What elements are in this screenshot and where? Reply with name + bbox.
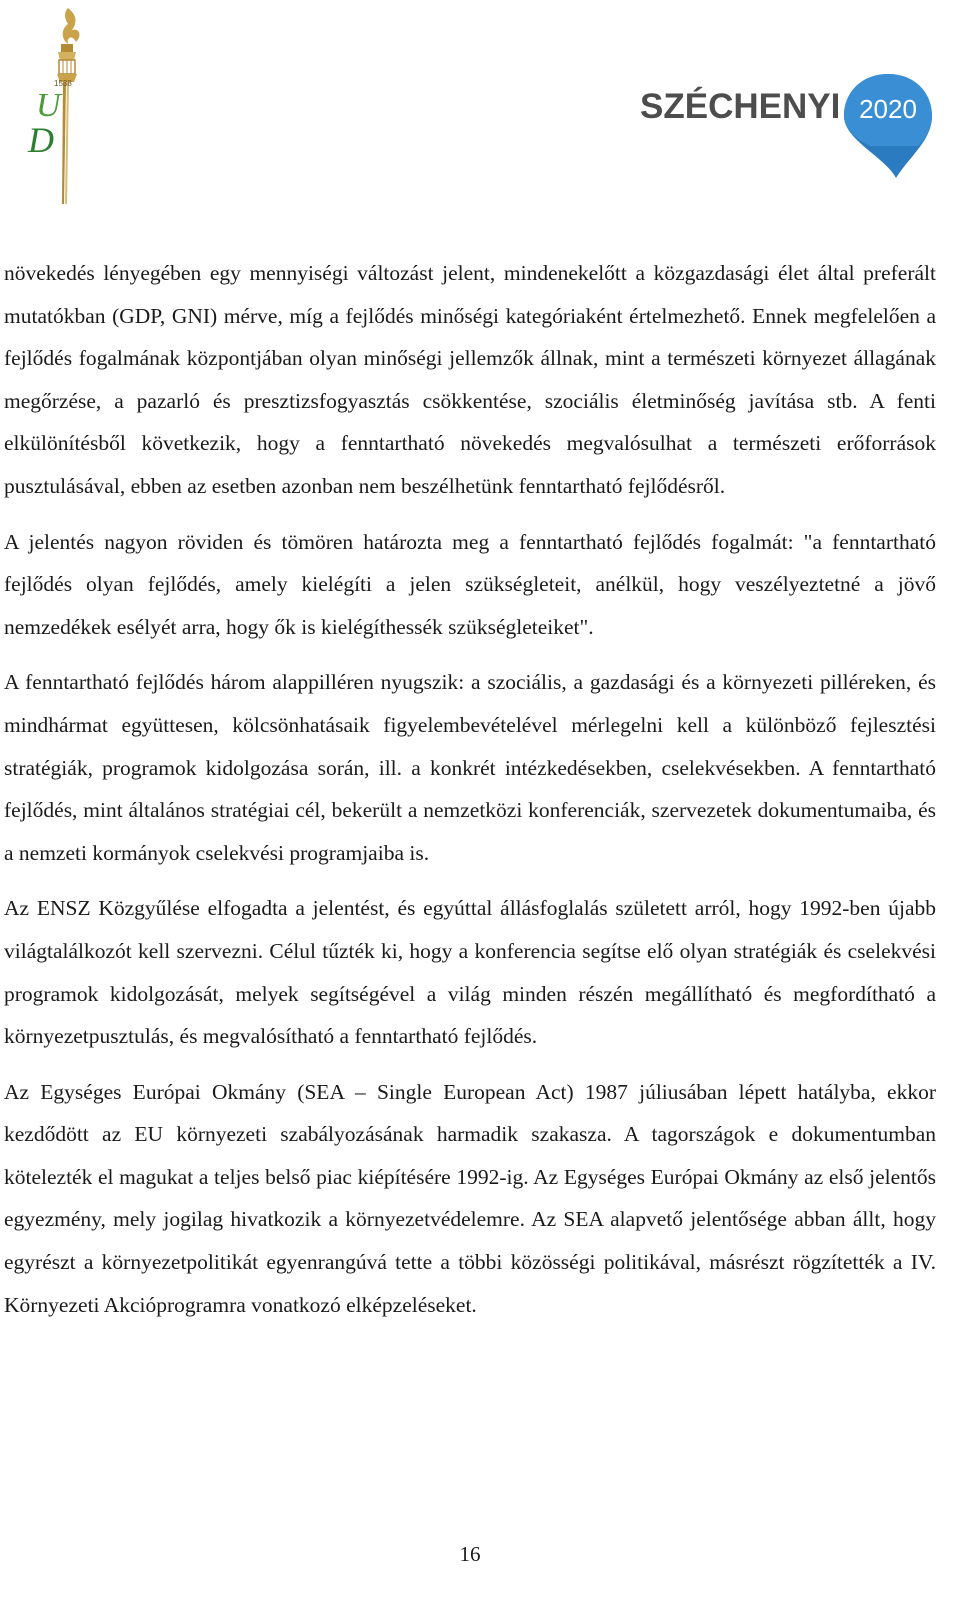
svg-text:2020: 2020 — [859, 94, 917, 124]
paragraph-4: Az ENSZ Közgyűlése elfogadta a jelentést, és egyúttal állásfoglalás született arról, hogy 1992-ben újabb világtalálkozót kell szervezni. Célul tűzték ki, hogy a konferencia segítse elő olyan stratégiák és cselekvési programok kidolgozását, melyek segítségével a világ minden részén megállítható és megfordítható a környezetpusztulás, és megvalósítható a fenntartható fejlődés. — [4, 896, 936, 1049]
paragraph-3: A fenntartható fejlődés három alappilléren nyugszik: a szociális, a gazdasági és a környezeti pilléreken, és mindhármat együttesen, kölcsönhatásaik figyelembevételével mérlegelni kell a különböző fejlesztési stratégiák, programok kidolgozása során, ill. a konkrét intézkedésekben, cselekvésekben. A fenntartható fejlődés, mint általános stratégiai cél, bekerült a nemzetközi konferenciák, szervezetek dokumentumaiba, és a nemzeti kormányok cselekvési programjaiba is. — [4, 670, 936, 865]
svg-text:D: D — [28, 120, 54, 160]
document-body — [4, 252, 936, 1339]
svg-text:U: U — [36, 87, 61, 124]
svg-text:1538: 1538 — [54, 79, 72, 88]
svg-text:SZÉCHENYI: SZÉCHENYI — [640, 87, 841, 126]
paragraph-2: A jelentés nagyon röviden és tömören határozta meg a fenntartható fejlődés fogalmát: "a fenntartható fejlődés olyan fejlődés, amely kielégíti a jelen szükségleteit, anélkül, hogy veszélyeztetné a jövő nemzedékek esélyét arra, hogy ők is kielégíthessék szükségleteiket". — [4, 529, 936, 639]
university-logo — [20, 4, 92, 206]
page-number: 16 — [459, 1542, 481, 1566]
szechenyi-2020-logo — [640, 72, 940, 182]
page-header — [0, 0, 960, 210]
paragraph-5: Az Egységes Európai Okmány (SEA – Single European Act) 1987 júliusában lépett hatályba, ekkor kezdődött az EU környezeti szabályozásának harmadik szakasza. A tagországok e dokumentumban kötelezték el magukat a teljes belső piac kiépítésére 1992-ig. Az Egységes Európai Okmány az első jelentős egyezmény, mely jogilag hivatkozik a környezetvédelemre. Az SEA alapvető jelentősége abban állt, hogy egyrészt a környezetpolitikát egyenrangúvá tette a többi közösségi politikával, másrészt rögzítették a IV. Környezeti Akcióprogramra vonatkozó elképzeléseket. — [4, 1079, 936, 1317]
paragraph-1: növekedés lényegében egy mennyiségi változást jelent, mindenekelőtt a közgazdasági élet által preferált mutatókban (GDP, GNI) mérve, míg a fejlődés minőségi kategóriaként értelmezhető. Ennek megfelelően a fejlődés fogalmának központjában olyan minőségi jellemzők állnak, mint a természeti környezet állagának megőrzése, a pazarló és presztizsfogyasztás csökkentése, szociális életminőség javítása stb. A fenti elkülönítésből következik, hogy a fenntartható növekedés megvalósulhat a természeti erőforrások pusztulásával, ebben az esetben azonban nem beszélhetünk fenntartható fejlődésről. — [4, 261, 936, 498]
